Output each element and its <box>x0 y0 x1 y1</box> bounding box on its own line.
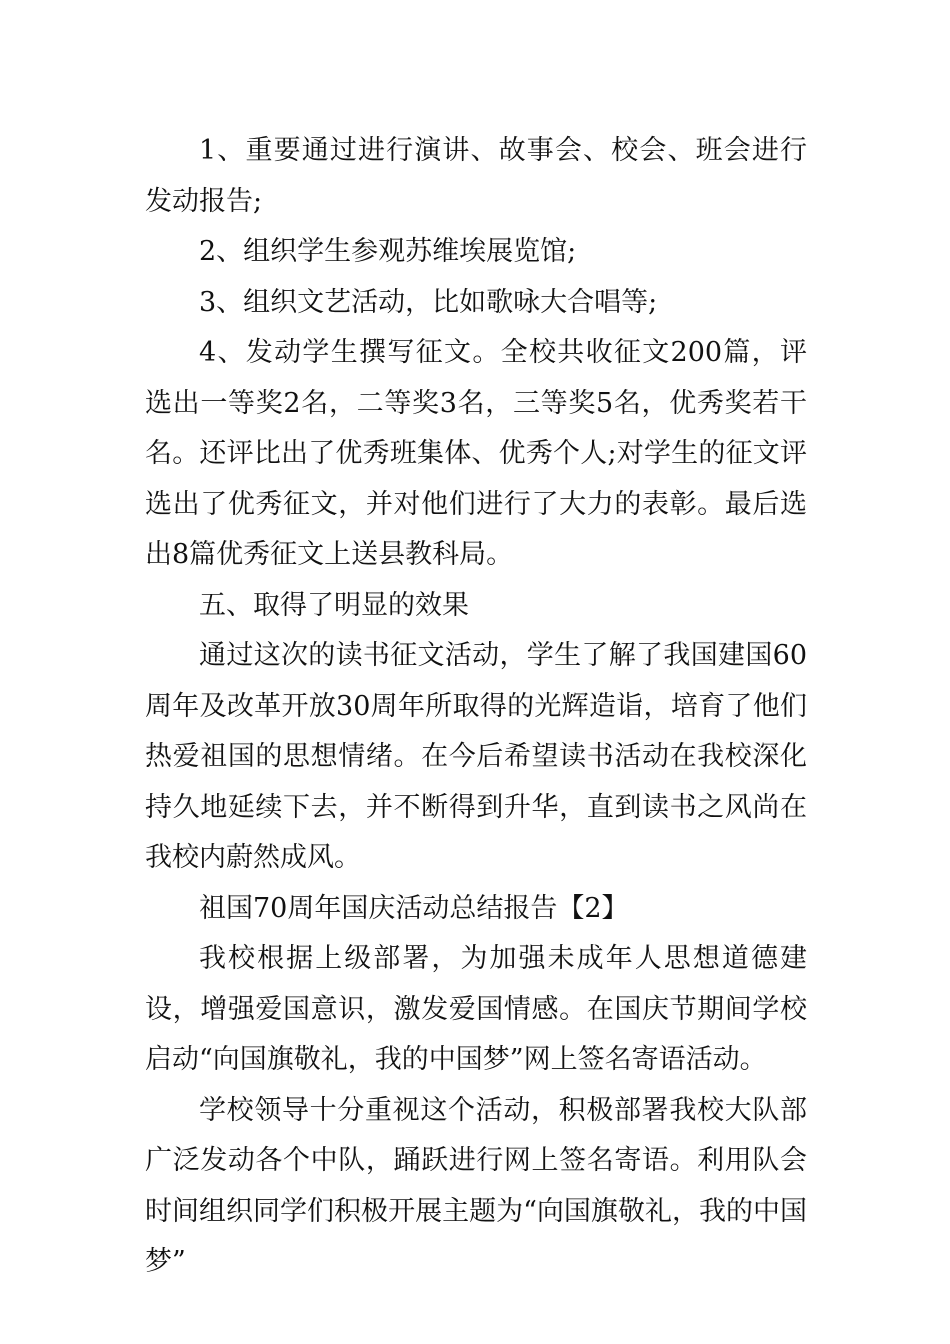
body-paragraph-intro: 我校根据上级部署，为加强未成年人思想道德建设，增强爱国意识，激发爱国情感。在国庆节期间学校启动“向国旗敬礼，我的中国梦”网上签名寄语活动。 <box>145 943 807 1075</box>
list-item-2: 2、组织学生参观苏维埃展览馆; <box>199 236 577 267</box>
section-heading-5: 五、取得了明显的效果 <box>199 589 469 621</box>
report-title-2: 祖国70周年国庆活动总结报告【2】 <box>199 892 629 924</box>
list-item-4: 4、发动学生撰写征文。全校共收征文200篇，评选出一等奖2名，二等奖3名，三等奖5名，优秀奖若干名。还评比出了优秀班集体、优秀个人;对学生的征文评选出了优秀征文，并对他们进行了大力的表彰。最后选出8篇优秀征文上送县教科局。 <box>145 337 807 570</box>
body-paragraph-leadership: 学校领导十分重视这个活动，积极部署我校大队部广泛发动各个中队，踊跃进行网上签名寄语。利用队会时间组织同学们积极开展主题为“向国旗敬礼，我的中国梦” <box>145 1094 807 1277</box>
document-body <box>145 126 807 1288</box>
list-item-1: 1、重要通过进行演讲、故事会、校会、班会进行发动报告; <box>145 135 807 217</box>
list-item-3: 3、组织文艺活动，比如歌咏大合唱等; <box>199 286 658 318</box>
body-paragraph-effects: 通过这次的读书征文活动，学生了解了我国建国60周年及改革开放30周年所取得的光辉造诣，培育了他们热爱祖国的思想情绪。在今后希望读书活动在我校深化持久地延续下去，并不断得到升华，直到读书之风尚在我校内蔚然成风。 <box>145 640 807 873</box>
